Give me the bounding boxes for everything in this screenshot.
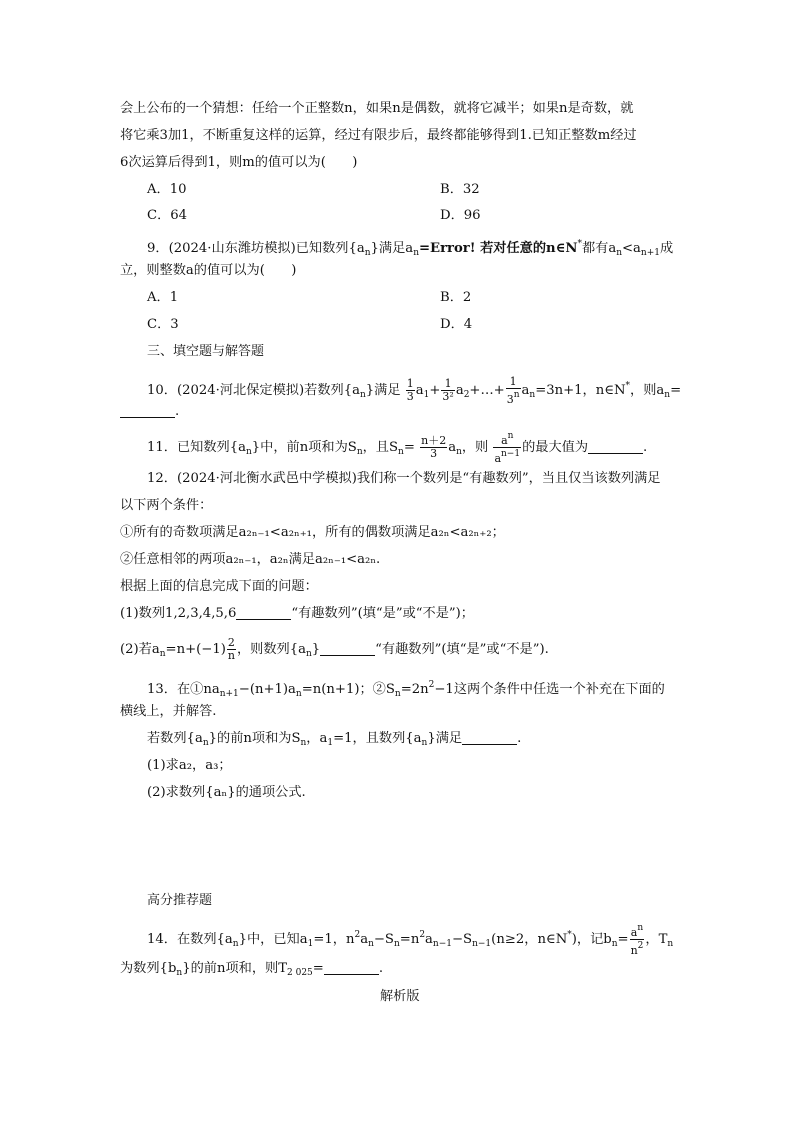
q9-option-a: A．1 [147, 290, 179, 305]
q10-answer-line: . [120, 403, 179, 421]
footer-label: 解析版 [380, 989, 420, 1004]
q12-sub-1: (1)数列1,2,3,4,5,6 “有趣数列”(填“是”或“不是”)； [120, 606, 474, 621]
q8-option-a: A．10 [147, 182, 187, 197]
answer-blank[interactable] [588, 439, 643, 454]
q8-option-b: B．32 [440, 182, 480, 197]
q13-sub-2: (2)求数列{aₙ}的通项公式. [147, 785, 306, 800]
section-heading-high: 高分推荐题 [147, 893, 213, 908]
q12-line-2: 以下两个条件： [120, 498, 213, 513]
q12-cond-1: ①所有的奇数项满足a₂ₙ₋₁<a₂ₙ₊₁，所有的偶数项满足a₂ₙ<a₂ₙ₊₂； [120, 525, 505, 540]
intro-line-2: 将它乘3加1，不断重复这样的运算，经过有限步后，最终都能够得到1.已知正整数m经过 [120, 128, 637, 143]
q13-sub-1: (1)求a₂，a₃； [147, 758, 232, 773]
section-heading-3: 三、填空题与解答题 [147, 344, 265, 359]
answer-blank[interactable] [324, 960, 379, 975]
q12-line-1: 12．(2024·河北衡水武邑中学模拟)我们称一个数列是“有趣数列”，当且仅当该数列满足 [147, 471, 661, 486]
q9-option-b: B．2 [440, 290, 472, 305]
q10-frac-1: $\frac{1}{3}$ [406, 377, 414, 403]
q8-option-c: C．64 [147, 208, 188, 223]
q12-cond-2: ②任意相邻的两项a₂ₙ₋₁，a₂ₙ满足a₂ₙ₋₁<a₂ₙ. [120, 552, 381, 567]
q11-line: 11．已知数列$\{a_n\}$中，前n项和为$S_n$，且$S_n=$ $\frac{n+2}{3}$ $a_n$，则 $\frac{a^n}{a^{n-1}}$ 的最大值为 . [147, 431, 648, 465]
q9-option-c: C．3 [147, 317, 179, 332]
answer-blank[interactable] [320, 641, 375, 656]
q8-option-d: D．96 [440, 208, 481, 223]
q13-line-3: 若数列$\{a_n\}$的前n项和为$S_n$，$a_1=1$，且数列$\{a_n\}$满足 . [147, 731, 522, 748]
q12-sub-2: (2)若$a_n=n+(-1)$ $\frac{2}{n}$ ，则数列$\{a_n\}$ “有趣数列”(填“是”或“不是”). [120, 636, 549, 662]
answer-blank[interactable] [462, 730, 517, 745]
q12-line-5: 根据上面的信息完成下面的问题： [120, 579, 318, 594]
q14-line-2: 为数列$\{b_n\}$的前n项和，则$T_{2 025}=$ . [120, 961, 384, 978]
answer-blank[interactable] [236, 605, 291, 620]
q14-line-1: 14．在数列$\{a_n\}$中，已知$a_1=1$，$n^2a_n-S_n=n^2a_{n-1}-S_{n-1}(n\ge 2$，n∈N*)，记$b_n=$ $\frac{a^n}{n^2}$ ，$T_n$ [147, 923, 674, 957]
q9-line-2: 立，则整数a的值可以为( ) [120, 263, 297, 278]
q13-line-1: 13．在$①na_{n+1}-(n+1)a_n=n(n+1)$；$②S_n=2n^2-1$这两个条件中任选一个补充在下面的 [147, 680, 665, 699]
q13-line-2: 横线上，并解答. [120, 704, 217, 719]
intro-line-3: 6次运算后得到1，则m的值可以为( ) [120, 155, 358, 170]
q10-line-1: 10．(2024·河北保定模拟)若数列$\{a_n\}$满足 $\frac{1}{3}$ $a_1+$ $\frac{1}{\text{3²}}$ $a_2+\dots+$ $\frac{1}{3^n}$ $a_n=3n+1$，n∈N*，则$a_n=$ [147, 374, 682, 406]
q9-line-1: 9．(2024·山东潍坊模拟)已知数列$\{a_n\}$满足$a_n=Error$! 若对任意的n∈N*都有$a_n<a_{n+1}$成 [147, 239, 674, 258]
q9-option-d: D．4 [440, 317, 473, 332]
answer-blank[interactable] [120, 403, 175, 418]
intro-line-1: 会上公布的一个猜想：任给一个正整数n，如果n是偶数，就将它减半；如果n是奇数，就 [120, 101, 634, 116]
